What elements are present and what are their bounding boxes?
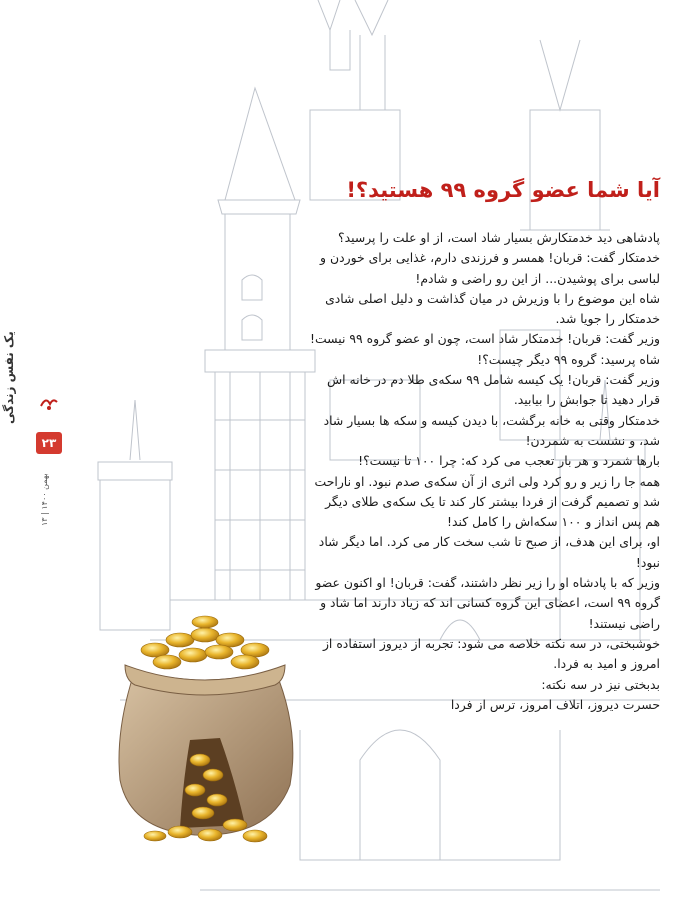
article-paragraph: خدمتکار وقتی به خانه برگشت، با دیدن کیسه و سکه ها بسیار شاد شد، و نشست به شمردن! [323, 412, 660, 448]
article-paragraph: شاه پرسید: گروه ۹۹ دیگر چیست؟! [477, 351, 660, 367]
page-sidebar [0, 0, 57, 900]
article-paragraph: شاه این موضوع را با وزیرش در میان گذاشت و دلیل اصلی شادی خدمتکار را جویا شد. [325, 290, 660, 327]
article-paragraph: وزیر که با پادشاه او را زیر نظر داشتند، گفت: قربان! او اکنون عضو گروه ۹۹ است، اعضای این گروه کسانی اند که زیاد دارند اما شاد و راضی نیستند! [315, 575, 660, 631]
issue-date: بهمن ۱۴۰۰ | ۱۳ [40, 473, 49, 526]
article-paragraph: بارها شمرد و هر بار تعجب می کرد که: چرا ۱۰۰ تا نیست؟! [358, 453, 660, 469]
article-title: آیا شما عضو گروه ۹۹ هستید؟! [346, 178, 660, 202]
magazine-title: یک نفس زندگی [2, 331, 16, 425]
article-paragraph: همه جا را زیر و رو کرد ولی اثری از آن سکه‌ی صدم نبود. او ناراحت شد و تصمیم گرفت از فردا بیشتر کار کند تا یک سکه‌ی طلای دیگر هم پس انداز و ۱۰۰ سکه‌اش را کامل کند! [314, 473, 660, 530]
magazine-logo-icon [38, 392, 60, 414]
article-paragraph: او، برای این هدف، از صبح تا شب سخت کار می کرد. اما دیگر شاد نبود! [318, 534, 660, 570]
article-body [308, 228, 660, 715]
article-paragraph: وزیر گفت: قربان! خدمتکار شاد است، چون او عضو گروه ۹۹ نیست! [310, 331, 660, 347]
coin-bag-illustration [95, 610, 325, 850]
article-paragraph: خدمتکار گفت: قربان! همسر و فرزندی دارم، غذایی برای خوردن و لباسی برای پوشیدن... از این رو راضی و شادم! [320, 250, 660, 286]
page-number-badge: ۲۳ [36, 432, 62, 454]
article-paragraph: وزیر گفت: قربان! یک کیسه شامل ۹۹ سکه‌ی طلا دم در خانه اش قرار دهید تا جوابش را بیابید. [326, 372, 660, 408]
article-paragraph: خوشبختی، در سه نکته خلاصه می شود: تجربه از دیروز استفاده از امروز و امید به فردا. [322, 635, 660, 672]
article-paragraph: پادشاهی دید خدمتکارش بسیار شاد است، از او علت را پرسید؟ [338, 230, 660, 245]
article-paragraph: بدبختی نیز در سه نکته: [541, 676, 660, 692]
article-paragraph: حسرت دیروز، اتلاف امروز، ترس از فردا [450, 696, 660, 712]
